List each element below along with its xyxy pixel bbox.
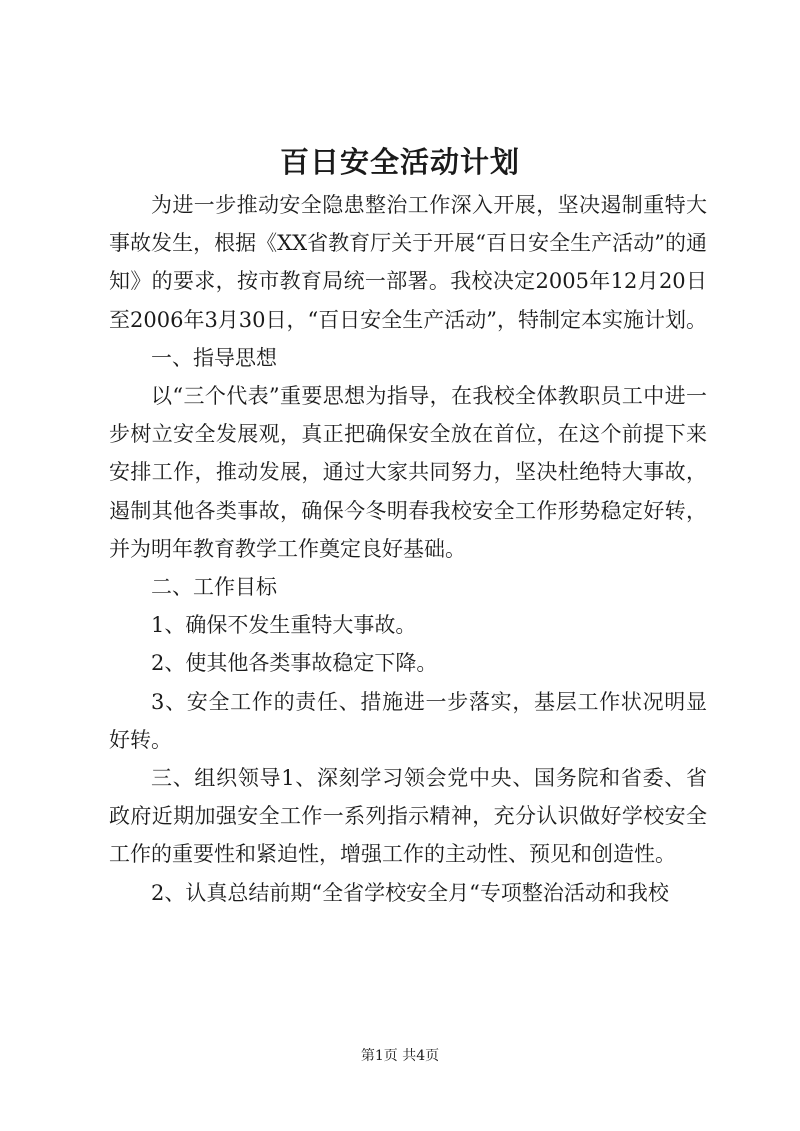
paragraph-goal-3: 3、安全工作的责任、措施进一步落实，基层工作状况明显好转。 (109, 689, 707, 752)
section-heading-guiding-ideology: 一、指导思想 (151, 345, 277, 370)
page-footer: 第1页 共4页 (360, 1048, 440, 1064)
paragraph-goal-1: 1、确保不发生重特大事故。 (151, 613, 417, 638)
paragraph-summary: 2、认真总结前期“全省学校安全月“专项整治活动和我校 (151, 880, 669, 905)
paragraph-goal-2: 2、使其他各类事故稳定下降。 (151, 651, 438, 676)
paragraph-guiding-ideology: 以“三个代表”重要思想为指导，在我校全体教职员工中进一步树立安全发展观，真正把确保安全放在首位，在这个前提下来安排工作，推动发展，通过大家共同努力，坚决杜绝特大事故，遏制其他各类事故，确保今冬明春我校安全工作形势稳定好转，并为明年教育教学工作奠定良好基础。 (109, 384, 707, 561)
paragraph-intro: 为进一步推动安全隐患整治工作深入开展，坚决遏制重特大事故发生，根据《XX省教育厅关于开展“百日安全生产活动”的通知》的要求，按市教育局统一部署。我校决定2005年12月20日至2006年3月30日，“百日安全生产活动”，特制定本实施计划。 (109, 193, 707, 332)
section-heading-work-goals: 二、工作目标 (151, 575, 277, 600)
document-body (109, 186, 707, 912)
paragraph-organization-leadership: 三、组织领导1、深刻学习领会党中央、国务院和省委、省政府近期加强安全工作一系列指示精神，充分认识做好学校安全工作的重要性和紧迫性，增强工作的主动性、预见和创造性。 (109, 766, 707, 867)
document-title: 百日安全活动计划 (279, 145, 520, 179)
